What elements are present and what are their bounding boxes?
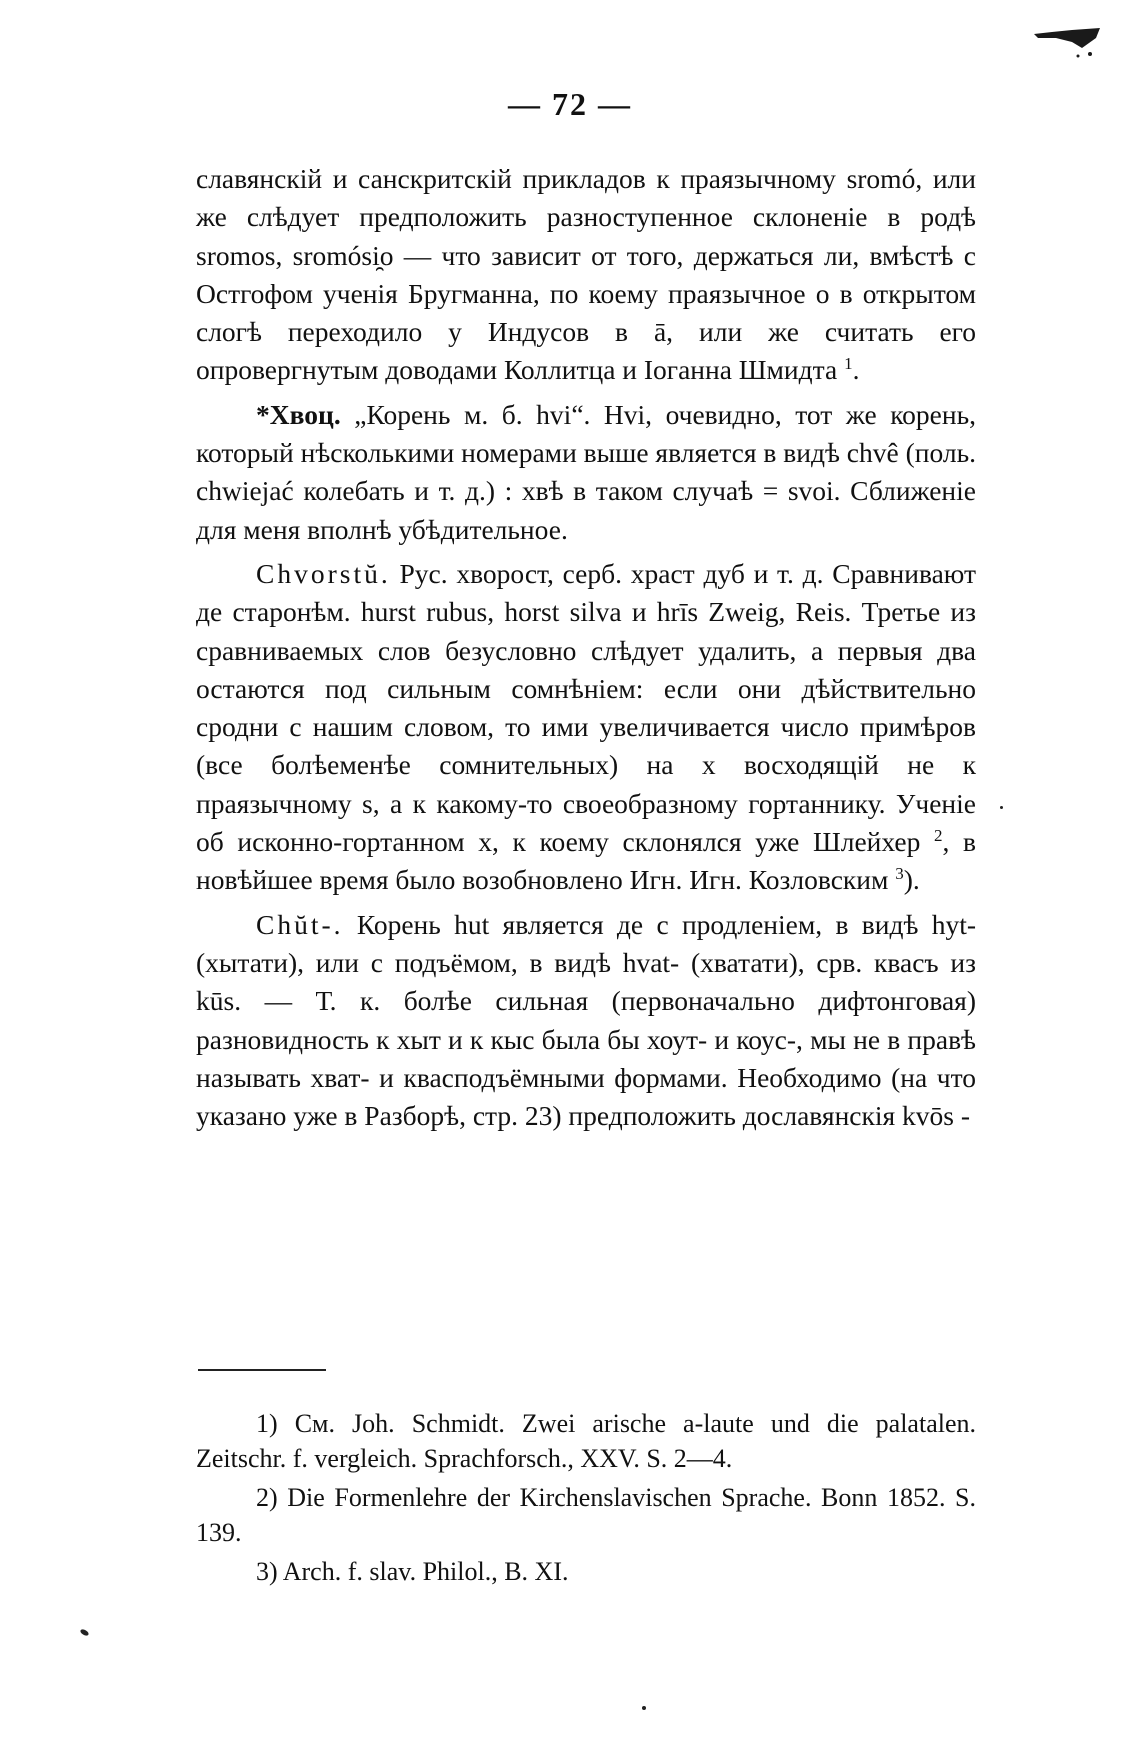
scan-speck <box>642 1706 646 1710</box>
entry-paragraph-chut <box>196 906 976 1136</box>
entry-lemma: *Хвоц. <box>256 398 341 430</box>
entry-paragraph-hvoc <box>196 396 976 549</box>
footnote-ref: 3 <box>895 864 904 884</box>
scan-speck <box>79 1628 89 1637</box>
footnote <box>196 1406 976 1476</box>
paragraph-tail: ). <box>903 864 920 896</box>
footnote-marker: 1) <box>256 1409 278 1438</box>
entry-paragraph-chvorstu <box>196 555 976 900</box>
paragraph-text: Корень hut является де с продленіем, в видѣ hyt- (хытати), или с подъёмом, в видѣ hvat- (хватати), срв. квасъ из kūs. — Т. к. болѣе сильная (первоначально дифтонговая) разновидность к хыт и к кыс была бы хоут- и коус-, мы не в правѣ называть хват- и квасподъёмными формами. Необходимо (на что указано уже в Разборѣ, стр. 23) предположить дославянскія kvōs - <box>196 908 977 1132</box>
footnote-text: См. Joh. Schmidt. Zwei arische a-laute und die palatalen. Zeitschr. f. vergleich. Sprachforsch., XXV. S. 2—4. <box>196 1409 976 1473</box>
entry-lemma: Chvorstŭ. <box>256 557 391 589</box>
scan-speck <box>1000 806 1003 809</box>
footnote-text: Die Formenlehre der Kirchenslavischen Sprache. Bonn 1852. S. 139. <box>196 1483 977 1547</box>
footnote <box>196 1480 976 1550</box>
footnote-marker: 2) <box>256 1483 278 1512</box>
footnote <box>196 1554 976 1589</box>
body-text <box>196 160 976 1135</box>
footnote-divider <box>198 1369 326 1371</box>
footnote-marker: 3) <box>256 1557 278 1586</box>
entry-lemma: Chŭt-. <box>256 908 344 940</box>
footnote-text: Arch. f. slav. Philol., B. XI. <box>282 1557 569 1586</box>
paragraph-tail: , в новѣйшее время было возобновлено Игн. Игн. Козловским <box>196 826 977 896</box>
footnotes <box>196 1406 976 1589</box>
paragraph-tail: . <box>852 354 860 386</box>
paragraph-continuation <box>196 160 976 390</box>
paragraph-text: „Корень м. б. hvi“. Hvi, очевидно, тот же корень, который нѣсколькими номерами выше является в видѣ chvê (поль. chwiejać колебать и т. д.) : хвѣ в таком случаѣ = svoi. Сближеніе для меня вполнѣ убѣдительное. <box>196 398 977 545</box>
paragraph-text: Рус. хворост, серб. храст дуб и т. д. Сравнивают де старонѣм. hurst rubus, horst silva и hrīs Zweig, Reis. Третье из сравниваемых слов безусловно слѣдует удалить, а первыя два остаются под сильным сомнѣніем: если они дѣйствительно сродни с нашим словом, то ими увеличивается число примѣров (все болѣеменѣе сомнительных) на х восходящій не к праязычному s, а к какому-то своеобразному гортаннику. Ученіе об исконно-гортанном х, к коему склонялся уже Шлейхер <box>196 557 976 858</box>
footnote-ref: 1 <box>844 354 853 374</box>
page-number: — 72 — <box>508 86 632 122</box>
scan-blot-mark <box>1032 26 1102 66</box>
footnote-ref: 2 <box>934 825 943 845</box>
paragraph-text: славянскій и санскритскій прикладов к праязычному sromó, или же слѣдует предположить разноступенное склоненіе в родѣ sromos, sromósi̯o — что зависит от того, держаться ли, вмѣстѣ с Остгофом ученія Бругманна, по коему праязычное o в открытом слогѣ переходило у Индусов в ā, или же считать его опровергнутым доводами Коллитца и Іоганна Шмидта <box>196 163 976 386</box>
